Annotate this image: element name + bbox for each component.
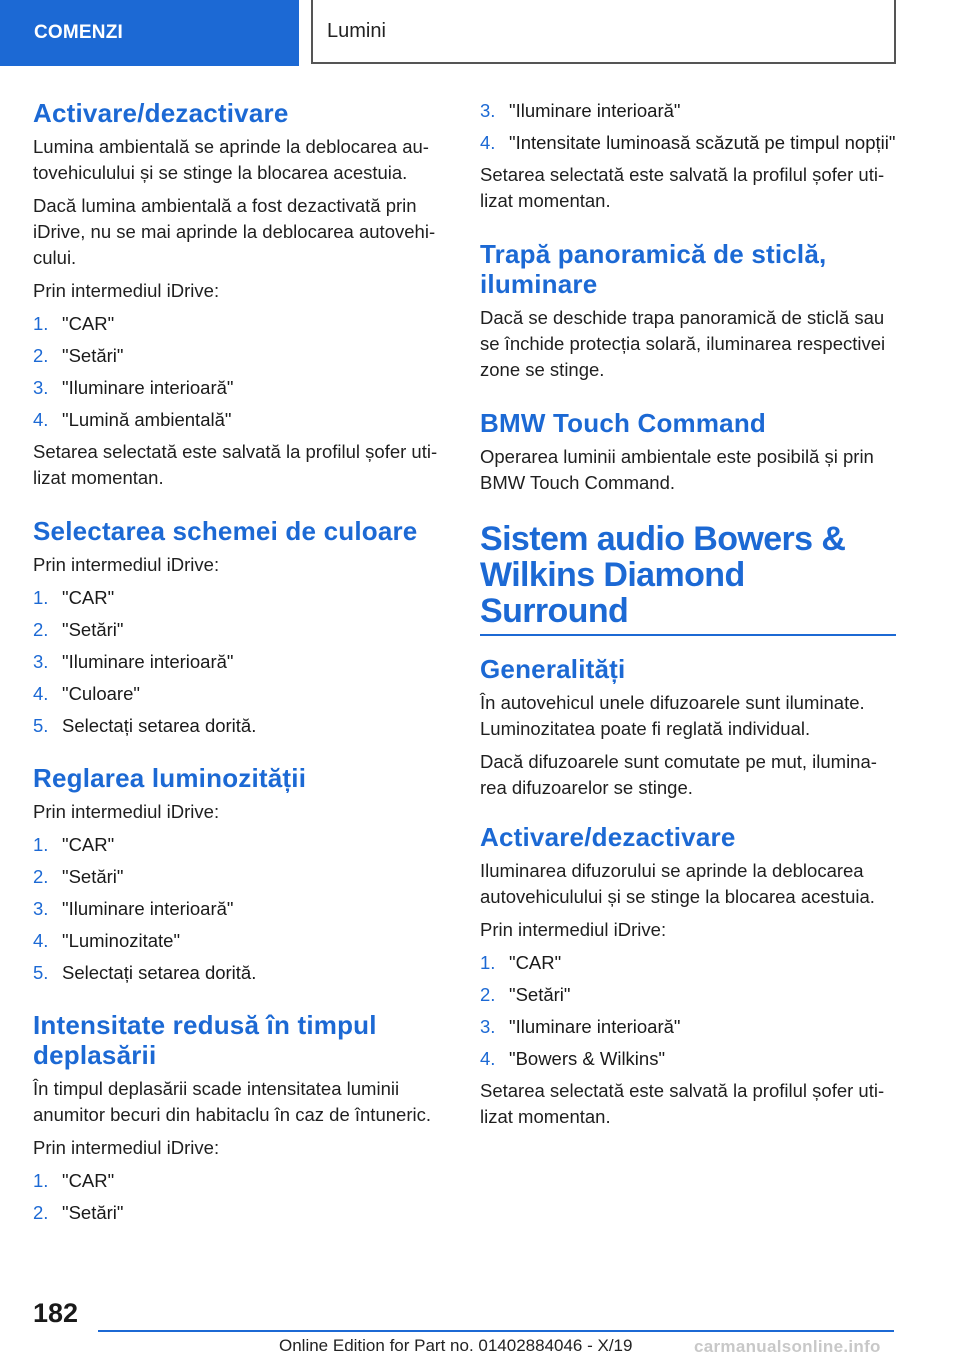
chapter-tab[interactable]: Lumini	[311, 0, 896, 64]
step-number: 1.	[480, 952, 496, 973]
paragraph: Dacă difuzoarele sunt comutate pe mut, iluminarea difuzoarelor se stinge.	[480, 751, 877, 798]
list-item: 3. "Iluminare interioară"	[33, 651, 234, 672]
steps-list	[480, 98, 896, 155]
step-number: 5.	[33, 962, 49, 983]
paragraph-note: Setarea selectată este salvată la profilul șofer utilizat momentan.	[480, 164, 885, 211]
list-item: 1. "CAR"	[33, 313, 115, 334]
list-item: 4. "Luminozitate"	[33, 930, 181, 951]
step-number: 3.	[480, 100, 496, 121]
list-item: 2. "Setări"	[33, 619, 124, 640]
list-item: 5. Selectați setarea dorită.	[33, 715, 257, 736]
step-number: 1.	[33, 587, 49, 608]
paragraph-intro: Prin intermediul iDrive:	[33, 280, 220, 301]
list-item: 3. "Iluminare interioară"	[480, 100, 681, 121]
footer-divider	[98, 1330, 894, 1332]
steps-list	[480, 950, 896, 1071]
list-item: 2. "Setări"	[33, 345, 124, 366]
page-header	[0, 0, 960, 66]
list-item: 1. "CAR"	[33, 834, 115, 855]
step-number: 3.	[33, 377, 49, 398]
step-number: 1.	[33, 834, 49, 855]
left-column	[33, 98, 443, 1232]
heading-intensitate: Intensitate redusă în timpul deplasării	[33, 1010, 377, 1070]
step-number: 4.	[480, 132, 496, 153]
step-number: 4.	[33, 409, 49, 430]
step-number: 4.	[480, 1048, 496, 1069]
list-item: 5. Selectați setarea dorită.	[33, 962, 257, 983]
step-number: 3.	[33, 898, 49, 919]
step-number: 2.	[480, 984, 496, 1005]
step-number: 2.	[33, 866, 49, 887]
paragraph-intro: Prin intermediul iDrive:	[33, 1137, 220, 1158]
page-number: 182	[33, 1298, 79, 1328]
step-number: 5.	[33, 715, 49, 736]
list-item: 2. "Setări"	[33, 1202, 124, 1223]
list-item: 4. "Lumină ambientală"	[33, 409, 232, 430]
list-item: 4. "Culoare"	[33, 683, 140, 704]
heading-touch-command: BMW Touch Command	[480, 408, 766, 438]
paragraph-intro: Prin intermediul iDrive:	[33, 801, 220, 822]
steps-list	[33, 585, 443, 738]
paragraph: În timpul deplasării scade intensitatea luminii anumitor becuri din habitaclu în caz de întuneric.	[33, 1078, 431, 1125]
heading-activare: Activare/dezactivare	[33, 98, 289, 128]
heading-trapa: Trapă panoramică de sticlă, iluminare	[480, 239, 827, 299]
steps-list	[33, 1168, 443, 1225]
list-item: 3. "Iluminare interioară"	[480, 1016, 681, 1037]
list-item: 4. "Bowers & Wilkins"	[480, 1048, 666, 1069]
list-item: 3. "Iluminare interioară"	[33, 898, 234, 919]
heading-culoare: Selectarea schemei de culoare	[33, 516, 418, 546]
list-item: 1. "CAR"	[480, 952, 562, 973]
watermark: carmanualsonline.info	[694, 1337, 881, 1356]
section-tab[interactable]: COMENZI	[0, 0, 299, 66]
paragraph: Lumina ambientală se aprinde la deblocarea autovehiculului și se stinge la blocarea acestuia.	[33, 136, 429, 183]
paragraph-intro: Prin intermediul iDrive:	[33, 554, 220, 575]
step-number: 1.	[33, 313, 49, 334]
paragraph-note: Setarea selectată este salvată la profilul șofer utilizat momentan.	[33, 441, 438, 488]
steps-list	[33, 832, 443, 985]
step-number: 3.	[480, 1016, 496, 1037]
paragraph: Iluminarea difuzorului se aprinde la deblocarea autovehiculului și se stinge la blocarea acestuia.	[480, 860, 875, 907]
list-item: 4. "Intensitate luminoasă scăzută pe timpul nopții"	[480, 132, 896, 153]
paragraph: Dacă se deschide trapa panoramică de sticlă sau se închide protecția solară, iluminarea respectivei zone se stinge.	[480, 307, 886, 380]
list-item: 1. "CAR"	[33, 587, 115, 608]
list-item: 2. "Setări"	[480, 984, 571, 1005]
step-number: 3.	[33, 651, 49, 672]
step-number: 1.	[33, 1170, 49, 1191]
step-number: 4.	[33, 683, 49, 704]
list-item: 1. "CAR"	[33, 1170, 115, 1191]
paragraph-intro: Prin intermediul iDrive:	[480, 919, 667, 940]
footer-edition: Online Edition for Part no. 01402884046 - X/19	[279, 1336, 633, 1355]
heading-activare-difuzor: Activare/dezactivare	[480, 822, 736, 852]
step-number: 2.	[33, 1202, 49, 1223]
list-item: 2. "Setări"	[33, 866, 124, 887]
right-column	[480, 98, 896, 1137]
step-number: 4.	[33, 930, 49, 951]
step-number: 2.	[33, 619, 49, 640]
step-number: 2.	[33, 345, 49, 366]
paragraph-note: Setarea selectată este salvată la profilul șofer utilizat momentan.	[480, 1080, 885, 1127]
list-item: 3. "Iluminare interioară"	[33, 377, 234, 398]
paragraph: Dacă lumina ambientală a fost dezactivată prin iDrive, nu se mai aprinde la deblocarea autovehicului.	[33, 195, 436, 268]
heading-generalitati: Generalități	[480, 654, 626, 684]
paragraph: În autovehicul unele difuzoarele sunt iluminate. Luminozitatea poate fi reglată individual.	[480, 692, 865, 739]
major-heading-audio: Sistem audio Bowers & Wilkins Diamond Surround	[480, 521, 896, 636]
paragraph: Operarea luminii ambientale este posibilă și prin BMW Touch Command.	[480, 446, 874, 493]
steps-list	[33, 311, 443, 432]
heading-luminozitate: Reglarea luminozității	[33, 763, 307, 793]
